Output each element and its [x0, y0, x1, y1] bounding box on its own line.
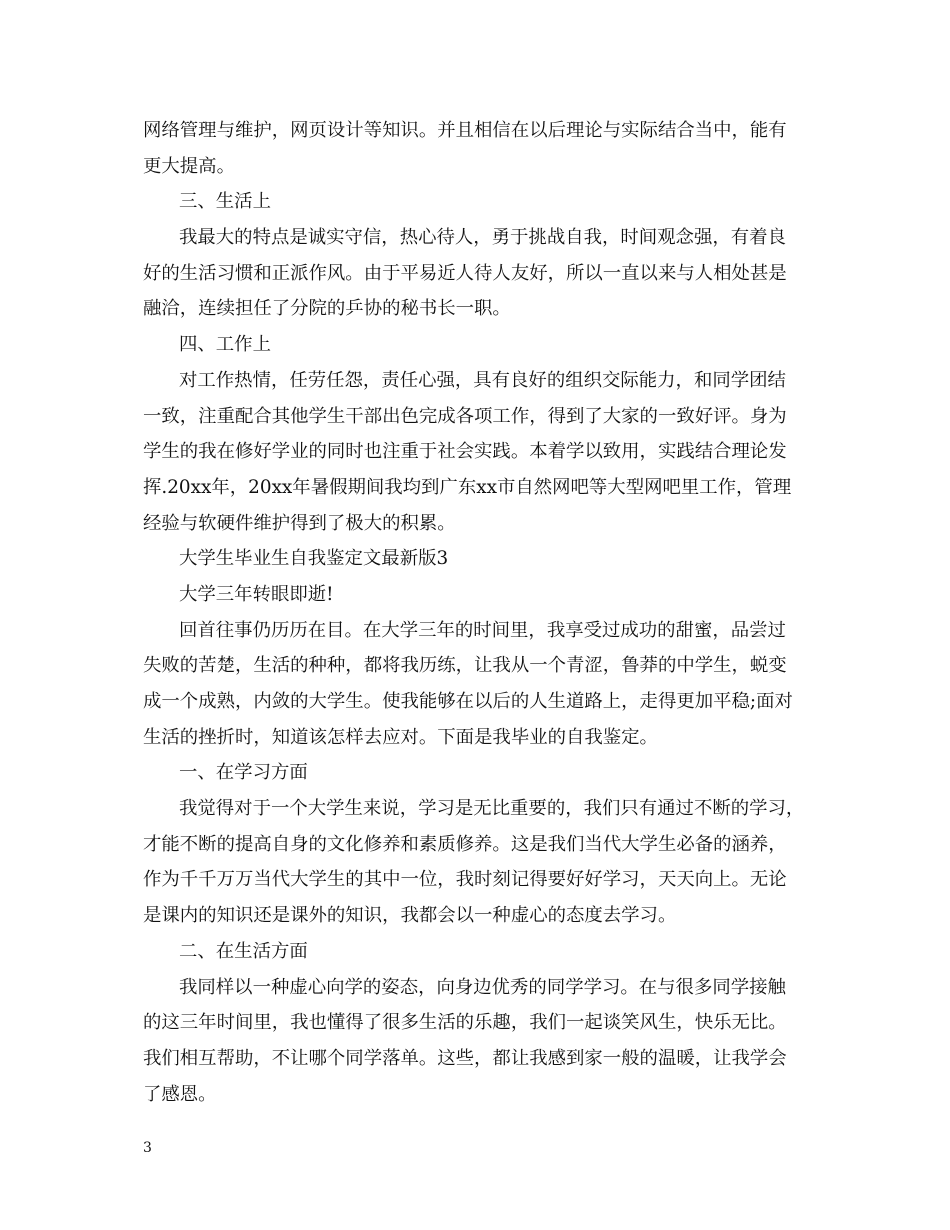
text-line: 我们相互帮助，不让哪个同学落单。这些，都让我感到家一般的温暖，让我学会 [143, 1047, 787, 1069]
text-line: 大学三年转眼即逝! [179, 583, 334, 605]
text-line: 对工作热情，任劳任怨，责任心强，具有良好的组织交际能力，和同学团结 [179, 369, 786, 391]
text-line: 一、在学习方面 [179, 762, 308, 784]
text-line: 大学生毕业生自我鉴定文最新版3 [179, 548, 449, 570]
text-line: 挥.20xx年，20xx年暑假期间我均到广东xx市自然网吧等大型网吧里工作，管理 [143, 476, 792, 498]
text-line: 一致，注重配合其他学生干部出色完成各项工作，得到了大家的一致好评。身为 [143, 405, 787, 427]
text-line: 才能不断的提高自身的文化修养和素质修养。这是我们当代大学生必备的涵养， [143, 833, 787, 855]
text-line: 我同样以一种虚心向学的姿态，向身边优秀的同学学习。在与很多同学接触 [179, 976, 786, 998]
text-line: 网络管理与维护，网页设计等知识。并且相信在以后理论与实际结合当中，能有 [143, 120, 787, 141]
text-line: 三、生活上 [179, 191, 271, 213]
document-body [143, 113, 811, 1112]
text-line: 回首往事仍历历在目。在大学三年的时间里，我享受过成功的甜蜜，品尝过 [179, 619, 786, 641]
text-line: 生活的挫折时，知道该怎样去应对。下面是我毕业的自我鉴定。 [143, 726, 658, 748]
text-line: 经验与软硬件维护得到了极大的积累。 [143, 512, 456, 534]
text-line: 失败的苦楚，生活的种种，都将我历练，让我从一个青涩，鲁莽的中学生，蜕变 [143, 655, 787, 677]
text-line: 我觉得对于一个大学生来说，学习是无比重要的，我们只有通过不断的学习， [179, 798, 805, 820]
text-line: 好的生活习惯和正派作风。由于平易近人待人友好，所以一直以来与人相处甚是 [143, 262, 787, 284]
text-line: 是课内的知识还是课外的知识，我都会以一种虚心的态度去学习。 [143, 905, 677, 927]
text-line: 了感恩。 [143, 1083, 217, 1105]
text-line: 作为千千万万当代大学生的其中一位，我时刻记得要好好学习，天天向上。无论 [143, 869, 787, 891]
text-line: 融洽，连续担任了分院的乒协的秘书长一职。 [143, 298, 511, 320]
text-line: 我最大的特点是诚实守信，热心待人，勇于挑战自我，时间观念强，有着良 [179, 227, 786, 249]
text-line: 更大提高。 [143, 155, 235, 177]
text-line: 成一个成熟，内敛的大学生。使我能够在以后的人生道路上，走得更加平稳;面对 [143, 691, 793, 712]
text-line: 四、工作上 [179, 334, 271, 356]
text-line: 的这三年时间里，我也懂得了很多生活的乐趣，我们一起谈笑风生，快乐无比。 [143, 1012, 787, 1034]
text-line: 二、在生活方面 [179, 940, 308, 962]
page-number: 3 [143, 1140, 152, 1156]
text-line: 学生的我在修好学业的同时也注重于社会实践。本着学以致用，实践结合理论发 [143, 441, 787, 463]
